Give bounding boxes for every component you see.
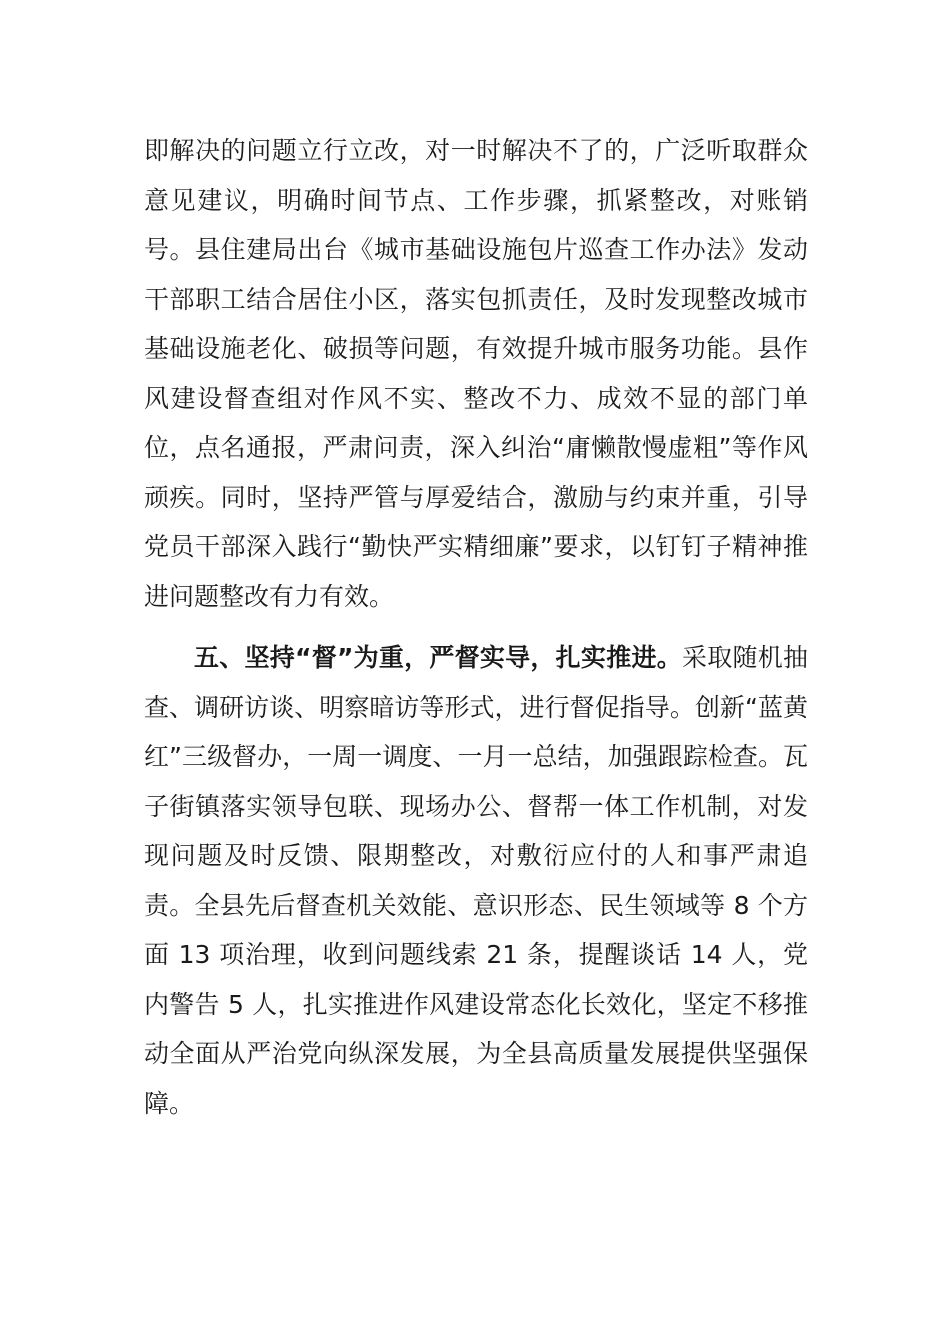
paragraph-text: 采取随机抽查、调研访谈、明察暗访等形式，进行督促指导。创新“蓝黄红”三级督办，一周一调度、一月一总结，加强跟踪检查。瓦子街镇落实领导包联、现场办公、督帮一体工作机制，对发现问题及时反馈、限期整改，对敷衍应付的人和事严肃追责。全县先后督查机关效能、意识形态、民生领域等 8 个方面 13 项治理，收到问题线索 21 条，提醒谈话 14 人，党内警告 5 人，扎实推进作风建设常态化长效化，坚定不移推动全面从严治党向纵深发展，为全县高质量发展提供坚强保障。 (144, 643, 808, 1118)
document-body (144, 126, 808, 1128)
paragraph-section-five (144, 633, 808, 1128)
paragraph-continuation (144, 126, 808, 621)
section-five-heading: 五、坚持“督”为重，严督实导，扎实推进。 (194, 643, 682, 672)
paragraph-text: 即解决的问题立行立改，对一时解决不了的，广泛听取群众意见建议，明确时间节点、工作步骤，抓紧整改，对账销号。县住建局出台《城市基础设施包片巡查工作办法》发动干部职工结合居住小区，落实包抓责任，及时发现整改城市基础设施老化、破损等问题，有效提升城市服务功能。县作风建设督查组对作风不实、整改不力、成效不显的部门单位，点名通报，严肃问责，深入纠治“庸懒散慢虚粗”等作风顽疾。同时，坚持严管与厚爱结合，激励与约束并重，引导党员干部深入践行“勤快严实精细廉”要求，以钉钉子精神推进问题整改有力有效。 (144, 136, 808, 611)
